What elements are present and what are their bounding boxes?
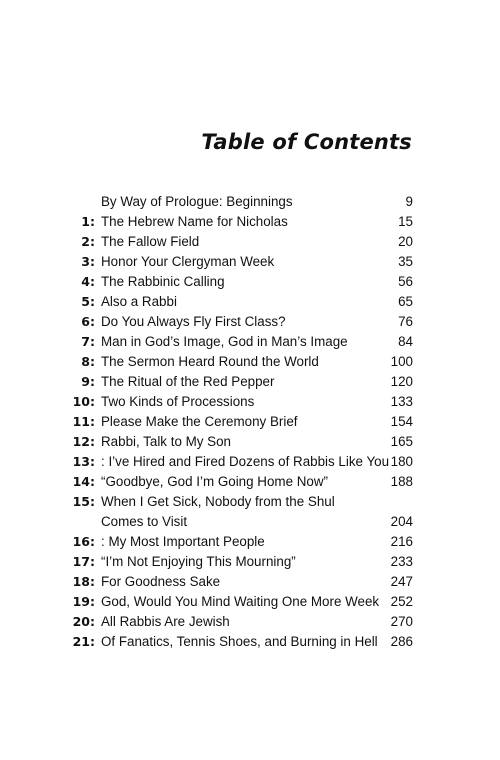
chapter-title: Rabbi, Talk to My Son [101,434,232,449]
chapter-number: 2: [81,234,95,249]
chapter-title: By Way of Prologue: Beginnings [101,194,293,209]
toc-entry [0,592,500,612]
chapter-title: Honor Your Clergyman Week [101,254,275,269]
toc-entry [0,332,500,352]
toc-entry [0,292,500,312]
chapter-title: Comes to Visit [101,514,188,529]
page-number: 15 [398,214,413,229]
chapter-title: Also a Rabbi [101,294,177,309]
page-number: 270 [390,614,413,629]
toc-list [0,192,500,652]
toc-entry [0,432,500,452]
page-number: 35 [398,254,413,269]
chapter-number: 20: [72,614,95,629]
chapter-title: All Rabbis Are Jewish [101,614,230,629]
chapter-number: 7: [81,334,95,349]
chapter-number: 13: [72,454,95,469]
chapter-title: Do You Always Fly First Class? [101,314,286,329]
chapter-number: 1: [81,214,95,229]
chapter-number: 6: [81,314,95,329]
chapter-title: The Fallow Field [101,234,200,249]
chapter-title: When I Get Sick, Nobody from the Shul [101,494,335,509]
chapter-number: 8: [81,354,95,369]
page-number: 84 [398,334,413,349]
chapter-title: Man in God’s Image, God in Man’s Image [101,334,348,349]
chapter-number: 19: [72,594,95,609]
toc-entry [0,612,500,632]
toc-entry [0,352,500,372]
page-number: 154 [390,414,413,429]
page-number: 76 [398,314,413,329]
page-number: 100 [390,354,413,369]
page-number: 65 [398,294,413,309]
page-title: Table of Contents [201,130,412,154]
toc-entry [0,532,500,552]
chapter-title: Two Kinds of Processions [101,394,255,409]
page-number: 180 [390,454,413,469]
page-number: 286 [390,634,413,649]
chapter-number: 5: [81,294,95,309]
page-number: 120 [390,374,413,389]
toc-entry [0,252,500,272]
chapter-title: The Sermon Heard Round the World [101,354,319,369]
chapter-number: 9: [81,374,95,389]
chapter-number: 15: [72,494,95,509]
page-number: 165 [390,434,413,449]
chapter-title: “I’m Not Enjoying This Mourning” [101,554,296,569]
toc-entry [0,452,500,472]
page-number: 233 [390,554,413,569]
toc-entry [0,492,500,512]
toc-entry [0,192,500,212]
chapter-title: : My Most Important People [101,534,265,549]
page-number: 188 [390,474,413,489]
chapter-title: The Rabbinic Calling [101,274,225,289]
chapter-title: : I’ve Hired and Fired Dozens of Rabbis Like You [101,454,390,469]
page-number: 216 [390,534,413,549]
chapter-number: 16: [72,534,95,549]
toc-entry [0,512,500,532]
chapter-title: Please Make the Ceremony Brief [101,414,298,429]
page-number: 204 [390,514,413,529]
toc-entry [0,392,500,412]
chapter-number: 21: [72,634,95,649]
page-number: 252 [390,594,413,609]
chapter-number: 11: [72,414,95,429]
toc-entry [0,372,500,392]
chapter-number: 17: [72,554,95,569]
toc-entry [0,632,500,652]
chapter-number: 18: [72,574,95,589]
toc-entry [0,212,500,232]
page-number: 133 [390,394,413,409]
chapter-number: 10: [72,394,95,409]
toc-entry [0,472,500,492]
chapter-title: “Goodbye, God I’m Going Home Now” [101,474,328,489]
page-number: 9 [405,194,413,209]
toc-entry [0,572,500,592]
toc-entry [0,272,500,292]
chapter-number: 12: [72,434,95,449]
page-number: 56 [398,274,413,289]
toc-entry [0,552,500,572]
toc-entry [0,412,500,432]
chapter-title: Of Fanatics, Tennis Shoes, and Burning in Hell [101,634,378,649]
chapter-title: The Ritual of the Red Pepper [101,374,275,389]
chapter-title: The Hebrew Name for Nicholas [101,214,288,229]
chapter-title: For Goodness Sake [101,574,221,589]
chapter-number: 4: [81,274,95,289]
chapter-number: 14: [72,474,95,489]
page-number: 247 [390,574,413,589]
chapter-number: 3: [81,254,95,269]
toc-entry [0,232,500,252]
page-number: 20 [398,234,413,249]
chapter-title: God, Would You Mind Waiting One More Week [101,594,380,609]
toc-entry [0,312,500,332]
